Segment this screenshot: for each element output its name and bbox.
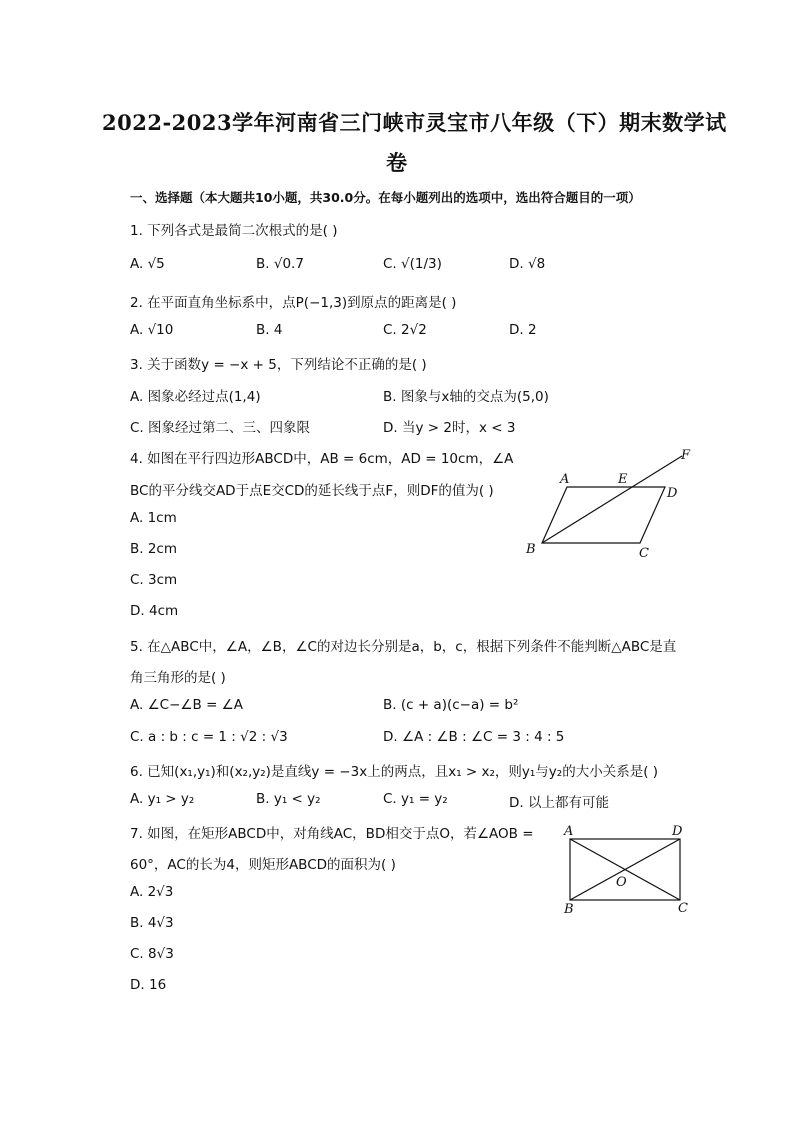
question-3-option-d: D. 当y > 2时，x < 3: [383, 420, 516, 436]
question-4-stem: 4. 如图在平行四边形ABCD中，AB = 6cm，AD = 10cm，∠A: [130, 451, 514, 467]
label-d: D: [672, 824, 683, 839]
question-4-option-c: C. 3cm: [130, 572, 178, 588]
label-d: D: [667, 486, 678, 501]
label-b: B: [526, 542, 536, 557]
question-5-option-b: B. (c + a)(c−a) = b²: [383, 697, 519, 713]
label-b: B: [564, 902, 574, 917]
label-c: C: [678, 901, 688, 916]
question-1-stem: 1. 下列各式是最简二次根式的是( ): [130, 223, 338, 239]
question-1-option-b: B. √0.7: [256, 256, 304, 272]
question-6-option-c: C. y₁ = y₂: [383, 791, 448, 807]
question-5-stem: 5. 在△ABC中，∠A，∠B，∠C的对边长分别是a，b，c，根据下列条件不能判断△ABC是直: [130, 639, 677, 655]
question-6-stem: 6. 已知(x₁,y₁)和(x₂,y₂)是直线y = −3x上的两点，且x₁ > x₂，则y₁与y₂的大小关系是( ): [130, 764, 659, 780]
question-1-option-a: A. √5: [130, 256, 165, 272]
question-3-stem: 3. 关于函数y = −x + 5，下列结论不正确的是( ): [130, 357, 427, 373]
question-2-option-d: D. 2: [509, 322, 537, 338]
question-5-stem-continued: 角三角形的是( ): [130, 670, 226, 686]
label-e: E: [618, 472, 628, 487]
question-2-option-a: A. √10: [130, 322, 174, 338]
question-3-option-b: B. 图象与x轴的交点为(5,0): [383, 389, 549, 405]
question-2-option-c: C. 2√2: [383, 322, 427, 338]
angle-bisector-bf: [542, 456, 682, 543]
section-heading: 一、选择题（本大题共10小题，共30.0分。在每小题列出的选项中，选出符合题目的一项）: [130, 190, 641, 205]
parallelogram-abcd: [542, 487, 665, 543]
label-f: F: [681, 448, 691, 463]
question-6-option-a: A. y₁ > y₂: [130, 791, 195, 807]
question-3-option-a: A. 图象必经过点(1,4): [130, 389, 261, 405]
question-6-option-d: D. 以上都有可能: [509, 795, 609, 811]
question-4-option-d: D. 4cm: [130, 603, 179, 619]
question-7-option-b: B. 4√3: [130, 915, 174, 931]
question-2-option-b: B. 4: [256, 322, 283, 338]
question-7-stem-continued: 60°，AC的长为4，则矩形ABCD的面积为( ): [130, 857, 396, 873]
question-2-stem: 2. 在平面直角坐标系中，点P(−1,3)到原点的距离是( ): [130, 295, 457, 311]
page-title: 2022-2023学年河南省三门峡市灵宝市八年级（下）期末数学试: [102, 110, 727, 135]
question-4-option-a: A. 1cm: [130, 510, 177, 526]
rectangle-figure: [555, 820, 695, 920]
question-5-option-c: C. a : b : c = 1 : √2 : √3: [130, 729, 288, 745]
question-5-option-a: A. ∠C−∠B = ∠A: [130, 697, 244, 713]
question-3-option-c: C. 图象经过第二、三、四象限: [130, 420, 311, 436]
question-7-option-a: A. 2√3: [130, 884, 174, 900]
question-5-option-d: D. ∠A : ∠B : ∠C = 3 : 4 : 5: [383, 729, 565, 745]
label-a: A: [560, 472, 570, 487]
question-4-option-b: B. 2cm: [130, 541, 178, 557]
question-7-option-c: C. 8√3: [130, 946, 174, 962]
parallelogram-figure: [515, 445, 700, 560]
question-6-option-b: B. y₁ < y₂: [256, 791, 321, 807]
label-c: C: [639, 546, 649, 560]
page-title-continued: 卷: [386, 150, 408, 175]
question-4-stem-continued: BC的平分线交AD于点E交CD的延长线于点F，则DF的值为( ): [130, 483, 494, 499]
question-1-option-d: D. √8: [509, 256, 546, 272]
label-o: O: [616, 875, 627, 890]
question-7-option-d: D. 16: [130, 977, 167, 993]
question-7-stem: 7. 如图，在矩形ABCD中，对角线AC，BD相交于点O，若∠AOB =: [130, 826, 534, 842]
label-a: A: [564, 824, 574, 839]
question-1-option-c: C. √(1/3): [383, 256, 442, 272]
